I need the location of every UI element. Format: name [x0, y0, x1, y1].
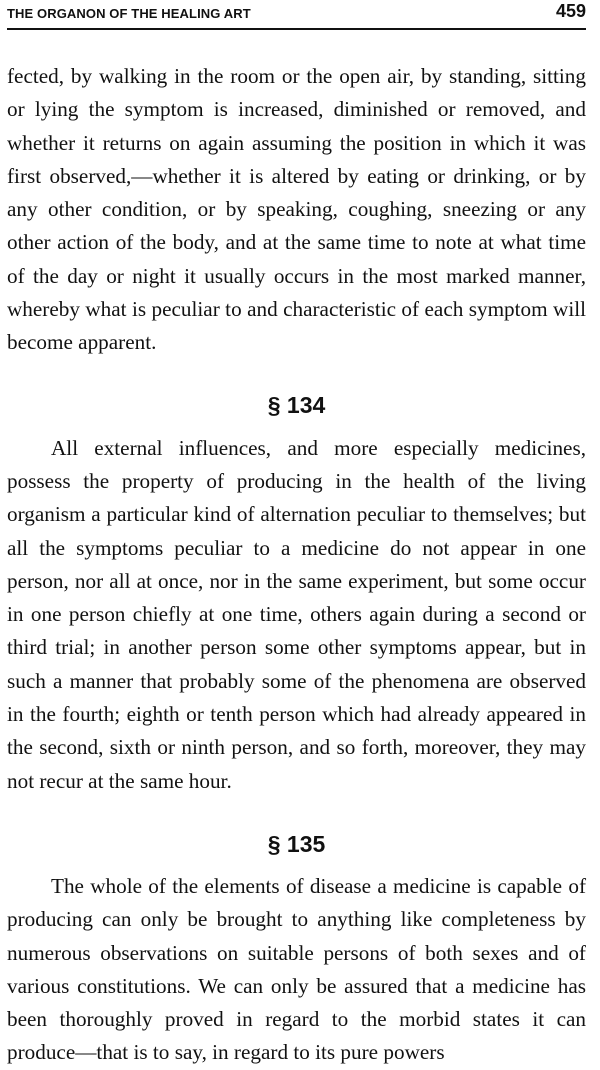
section-135-paragraph: The whole of the elements of disease a medicine is capable of producing can only be brought to anything like completeness by numerous observations on suitable persons of both sexes and of various constitutions. We can only be assured that a medicine has been thoroughly proved in regard to the morbid states it can produce—that is to say, in regard to its pure powers — [7, 873, 586, 1065]
continuation-paragraph: fected, by walking in the room or the open air, by standing, sitting or lying the symptom is increased, diminished or removed, and whether it returns on again assuming the position in which it was first observed,—whether it is altered by eating or drinking, or by any other condition, or by speaking, coughing, sneezing or any other action of the body, and at the same time to note at what time of the day or night it usually occurs in the most marked manner, whereby what is peculiar to and characteristic of each symptom will become apparent. — [7, 64, 586, 355]
page-number: 459 — [555, 1, 586, 21]
running-title: THE ORGANON OF THE HEALING ART — [7, 6, 251, 21]
page-body — [7, 60, 586, 1070]
section-heading-135: § 135 — [267, 830, 326, 857]
section-heading-134: § 134 — [267, 391, 326, 418]
running-header — [7, 0, 586, 30]
section-134-paragraph: All external influences, and more especially medicines, possess the property of producing in the health of the living organism a particular kind of alternation peculiar to themselves; but all the symptoms peculiar to a medicine do not appear in one person, nor all at once, nor in the same experiment, but some occur in one person chiefly at one time, others again during a second or third trial; in another person some other symptoms appear, but in such a manner that probably some of the phenomena are observed in the fourth; eighth or tenth person which had already appeared in the second, sixth or ninth person, and so forth, moreover, they may not recur at the same hour. — [7, 435, 586, 793]
